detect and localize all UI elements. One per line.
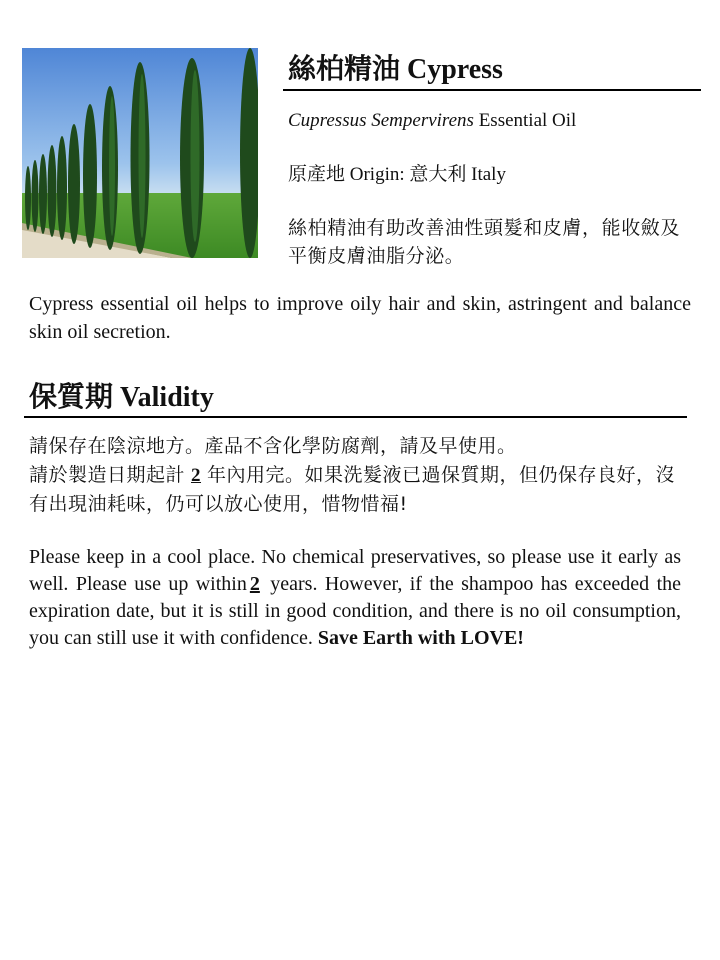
validity-years-en: 2	[249, 573, 260, 595]
validity-zh-line2	[29, 461, 689, 519]
validity-title: 保質期 Validity	[29, 382, 214, 413]
validity-en-post: years. However, if the shampoo has exceeded the expiration date, but it is still in good condition, and there is no oil consumption, you can still use it with confidence.	[29, 573, 681, 649]
validity-divider	[24, 416, 687, 418]
description-zh: 絲柏精油有助改善油性頭髮和皮膚，能收斂及平衡皮膚油脂分泌。	[288, 217, 681, 267]
validity-zh	[29, 432, 689, 519]
title-divider	[283, 89, 701, 91]
product-title: 絲柏精油 Cypress	[288, 54, 503, 85]
validity-en-pre: Please keep in a cool place. No chemical preservatives, so please use it early as well. Please use up within	[29, 546, 681, 595]
validity-zh-post: 年內用完。如果洗髮液已過保質期，但仍保存良好，沒有出現油耗味，仍可以放心使用，惜物惜福!	[29, 464, 676, 515]
save-earth-slogan: Save Earth with LOVE!	[317, 627, 524, 649]
validity-zh-pre: 請於製造日期起計	[29, 464, 186, 486]
validity-zh-line1: 請保存在陰涼地方。產品不含化學防腐劑，請及早使用。	[29, 435, 517, 457]
description-en: Cypress essential oil helps to improve oily hair and skin, astringent and balance skin oil secretion.	[29, 293, 691, 343]
origin-line: 原產地 Origin: 意大利 Italy	[288, 164, 506, 185]
validity-en	[29, 544, 681, 652]
cypress-trees-photo	[22, 48, 258, 258]
latin-name: Cupressus Sempervirens	[288, 110, 474, 131]
validity-years-zh: 2	[191, 465, 202, 486]
latin-name-line	[288, 108, 576, 134]
latin-suffix: Essential Oil	[478, 110, 577, 131]
